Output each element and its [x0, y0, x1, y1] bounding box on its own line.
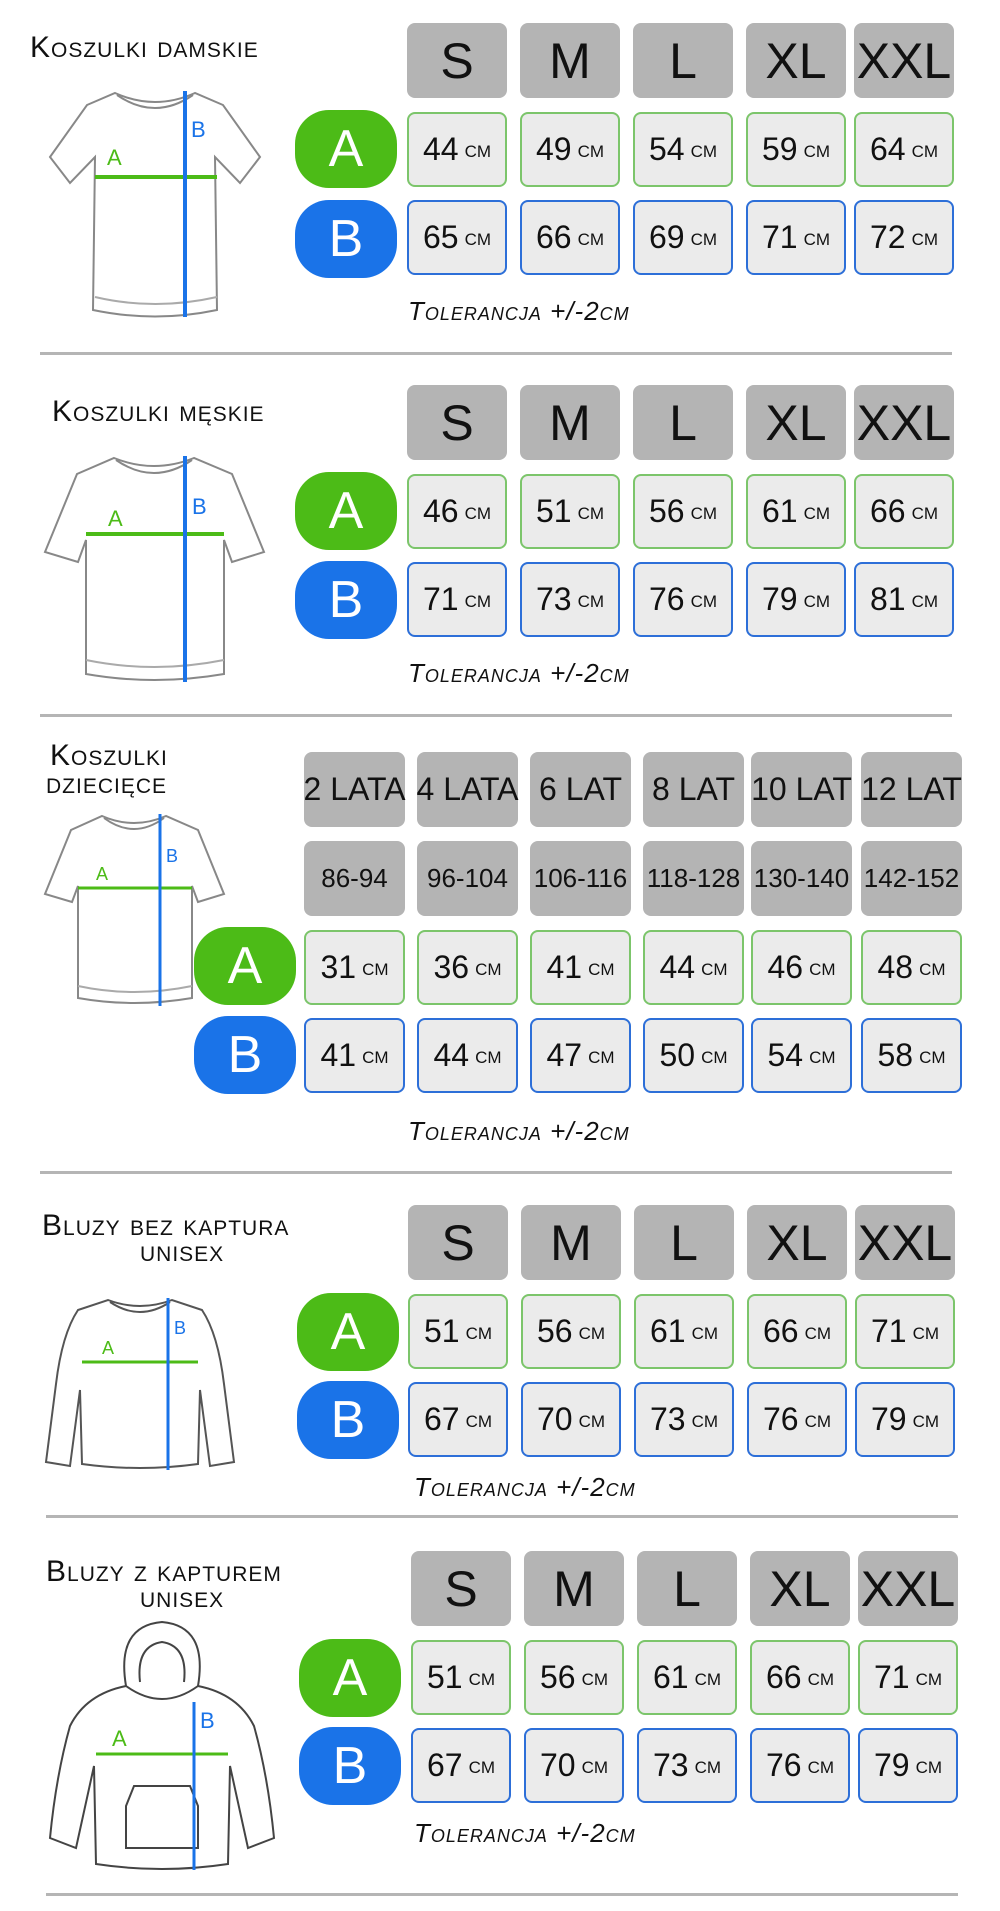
measure-a-cell: 56 cm [633, 474, 733, 549]
measure-a-cell: 49 cm [520, 112, 620, 187]
measure-b-cell: 71 cm [746, 200, 846, 275]
measure-a-cell: 64 cm [854, 112, 954, 187]
label-b: B [295, 561, 397, 639]
measure-a-cell: 59 cm [746, 112, 846, 187]
section-title-line2: unisex [140, 1235, 225, 1268]
svg-text:A: A [96, 864, 109, 884]
height-header: 130-140 [751, 841, 852, 916]
measure-a-cell: 31 cm [304, 930, 405, 1005]
measure-a-cell: 51 cm [411, 1640, 511, 1715]
age-header: 6 LAT [530, 752, 631, 827]
measure-b-cell: 73 cm [637, 1728, 737, 1803]
label-b: B [297, 1381, 399, 1459]
section-hoodies [0, 1528, 1000, 1908]
height-header: 118-128 [643, 841, 744, 916]
height-header: 86-94 [304, 841, 405, 916]
size-header: XL [747, 1205, 847, 1280]
tolerance-note: Tolerancja +/-2cm [408, 658, 630, 688]
height-header: 96-104 [417, 841, 518, 916]
svg-text:B: B [200, 1708, 215, 1733]
measure-b-cell: 44 cm [417, 1018, 518, 1093]
size-header: XXL [858, 1551, 958, 1626]
measure-a-cell: 56 cm [521, 1294, 621, 1369]
size-header: S [407, 23, 507, 98]
measure-a-cell: 51 cm [408, 1294, 508, 1369]
measure-a-cell: 51 cm [520, 474, 620, 549]
measure-b-cell: 70 cm [524, 1728, 624, 1803]
size-header: S [407, 385, 507, 460]
measure-a-cell: 71 cm [858, 1640, 958, 1715]
label-a: A [194, 927, 296, 1005]
measure-b-cell: 79 cm [746, 562, 846, 637]
age-header: 10 LAT [751, 752, 852, 827]
height-header: 106-116 [530, 841, 631, 916]
section-divider [40, 352, 952, 355]
measure-b-cell: 67 cm [408, 1382, 508, 1457]
size-header: XL [750, 1551, 850, 1626]
measure-b-cell: 76 cm [747, 1382, 847, 1457]
tolerance-note: Tolerancja +/-2cm [414, 1472, 636, 1502]
tolerance-note: Tolerancja +/-2cm [408, 296, 630, 326]
age-header: 8 LAT [643, 752, 744, 827]
size-header: XL [746, 23, 846, 98]
section-title-line1: Koszulki [50, 739, 168, 772]
measure-a-cell: 36 cm [417, 930, 518, 1005]
svg-text:A: A [112, 1726, 127, 1751]
measure-b-cell: 66 cm [520, 200, 620, 275]
section-divider [46, 1515, 958, 1518]
measure-a-cell: 66 cm [854, 474, 954, 549]
measure-b-cell: 70 cm [521, 1382, 621, 1457]
measure-b-cell: 50 cm [643, 1018, 744, 1093]
section-kids-tshirts [0, 724, 1000, 1180]
measure-b-cell: 73 cm [520, 562, 620, 637]
measure-b-cell: 67 cm [411, 1728, 511, 1803]
label-a: A [295, 110, 397, 188]
size-header: M [520, 23, 620, 98]
measure-b-cell: 71 cm [407, 562, 507, 637]
age-header: 4 LATA [417, 752, 518, 827]
measure-b-cell: 73 cm [634, 1382, 734, 1457]
hoodie-icon [46, 1616, 278, 1876]
measure-a-cell: 46 cm [407, 474, 507, 549]
measure-b-cell: 47 cm [530, 1018, 631, 1093]
size-header: XL [746, 385, 846, 460]
label-b: B [299, 1727, 401, 1805]
size-header: XXL [854, 23, 954, 98]
label-a: A [299, 1639, 401, 1717]
section-divider [46, 1893, 958, 1896]
section-sweatshirts [0, 1182, 1000, 1518]
label-a: A [295, 472, 397, 550]
sweatshirt-icon [42, 1294, 237, 1474]
section-divider [40, 1171, 952, 1174]
measure-b-cell: 54 cm [751, 1018, 852, 1093]
measure-b-cell: 58 cm [861, 1018, 962, 1093]
measure-a-cell: 48 cm [861, 930, 962, 1005]
measure-a-cell: 61 cm [634, 1294, 734, 1369]
svg-text:A: A [108, 506, 123, 531]
size-header: S [411, 1551, 511, 1626]
size-header: M [524, 1551, 624, 1626]
measure-b-cell: 79 cm [858, 1728, 958, 1803]
measure-a-cell: 61 cm [637, 1640, 737, 1715]
size-header: S [408, 1205, 508, 1280]
section-divider [40, 714, 952, 717]
size-header: L [637, 1551, 737, 1626]
section-title-line1: Bluzy z kapturem [46, 1555, 282, 1588]
age-header: 2 LATA [304, 752, 405, 827]
measure-a-cell: 71 cm [855, 1294, 955, 1369]
svg-text:B: B [191, 117, 206, 142]
size-header: XXL [855, 1205, 955, 1280]
size-header: L [634, 1205, 734, 1280]
section-title-line1: Bluzy bez kaptura [42, 1209, 290, 1242]
measure-b-cell: 65 cm [407, 200, 507, 275]
size-header: M [521, 1205, 621, 1280]
measure-a-cell: 66 cm [747, 1294, 847, 1369]
measure-a-cell: 66 cm [750, 1640, 850, 1715]
section-title-line2: dziecięce [46, 767, 168, 800]
measure-a-cell: 44 cm [643, 930, 744, 1005]
label-b: B [295, 200, 397, 278]
svg-text:B: B [174, 1318, 187, 1338]
size-header: M [520, 385, 620, 460]
svg-text:A: A [102, 1338, 115, 1358]
measure-a-cell: 61 cm [746, 474, 846, 549]
section-title: Koszulki męskie [52, 395, 265, 428]
measure-b-cell: 76 cm [750, 1728, 850, 1803]
measure-a-cell: 41 cm [530, 930, 631, 1005]
measure-b-cell: 69 cm [633, 200, 733, 275]
measure-a-cell: 54 cm [633, 112, 733, 187]
size-header: XXL [854, 385, 954, 460]
tshirt-men-icon [42, 452, 267, 687]
section-title-line2: unisex [140, 1581, 225, 1614]
section-men-tshirts [0, 362, 1000, 722]
section-women-tshirts [0, 0, 1000, 360]
tolerance-note: Tolerancja +/-2cm [414, 1818, 636, 1848]
height-header: 142-152 [861, 841, 962, 916]
measure-b-cell: 76 cm [633, 562, 733, 637]
svg-text:A: A [107, 145, 122, 170]
tolerance-note: Tolerancja +/-2cm [408, 1116, 630, 1146]
measure-b-cell: 41 cm [304, 1018, 405, 1093]
svg-text:B: B [166, 846, 179, 866]
measure-a-cell: 46 cm [751, 930, 852, 1005]
label-a: A [297, 1293, 399, 1371]
measure-b-cell: 72 cm [854, 200, 954, 275]
age-header: 12 LAT [861, 752, 962, 827]
section-title: Koszulki damskie [30, 31, 259, 64]
size-header: L [633, 23, 733, 98]
svg-text:B: B [192, 494, 207, 519]
size-header: L [633, 385, 733, 460]
measure-a-cell: 56 cm [524, 1640, 624, 1715]
label-b: B [194, 1016, 296, 1094]
measure-b-cell: 79 cm [855, 1382, 955, 1457]
tshirt-women-icon [45, 85, 265, 325]
measure-a-cell: 44 cm [407, 112, 507, 187]
measure-b-cell: 81 cm [854, 562, 954, 637]
